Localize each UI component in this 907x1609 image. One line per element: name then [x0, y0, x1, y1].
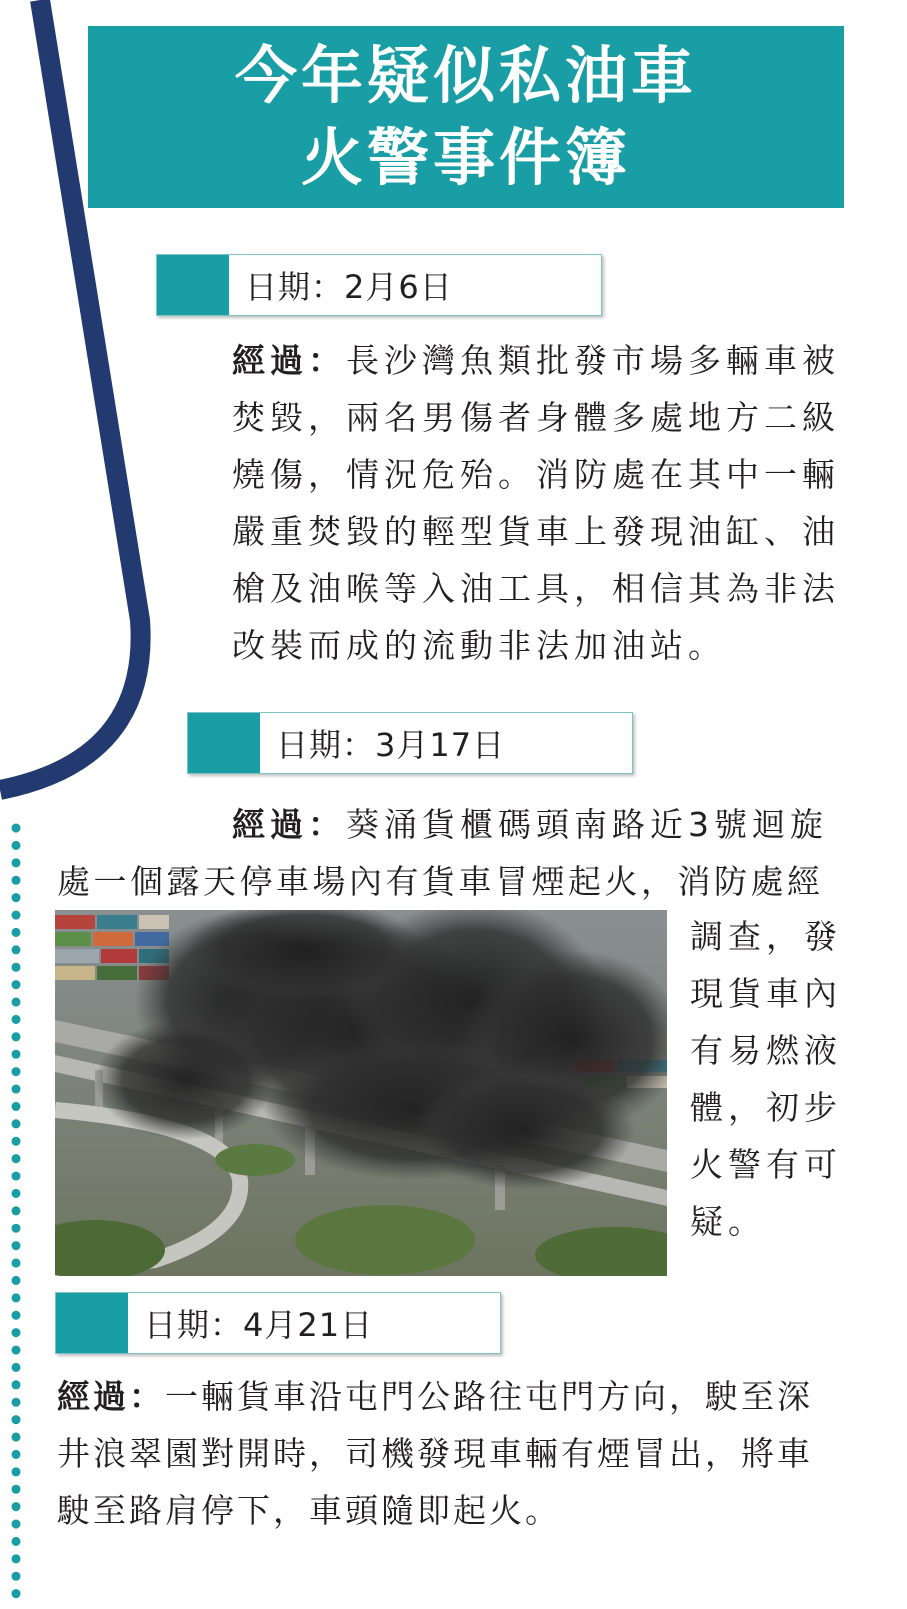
- text-line: 葵涌貨櫃碼頭南路近3號迴旋: [346, 805, 828, 844]
- text-line: 焚毀，兩名男傷者身體多處地方二級: [232, 398, 840, 437]
- date-tag-square: [188, 713, 260, 773]
- page-title: [88, 26, 844, 208]
- text-line: 駛至路肩停下，車頭隨即起火。: [57, 1491, 561, 1530]
- text-line: 疑。: [690, 1202, 766, 1241]
- date-tag-1: [156, 254, 602, 316]
- text-line: 改裝而成的流動非法加油站。: [232, 626, 726, 665]
- text-line: 槍及油喉等入油工具，相信其為非法: [232, 569, 840, 608]
- text-line: 井浪翠園對開時，司機發現車輛有煙冒出，將車: [57, 1434, 813, 1473]
- incident-heading: 經過：: [232, 805, 346, 844]
- text-line: 嚴重焚毀的輕型貨車上發現油缸、油: [232, 512, 840, 551]
- fire-photo-illustration: [55, 910, 667, 1276]
- text-line: 現貨車內: [690, 974, 842, 1013]
- text-line: 調查，發: [690, 917, 842, 956]
- incident-1-text: [232, 332, 852, 674]
- date-tag-3: [55, 1292, 501, 1354]
- date-tag-square: [157, 255, 229, 315]
- text-line: 一輛貨車沿屯門公路往屯門方向，駛至深: [165, 1377, 813, 1416]
- incident-3-text: [57, 1368, 857, 1539]
- text-line: 燒傷，情況危殆。消防處在其中一輛: [232, 455, 840, 494]
- date-tag-2: [187, 712, 633, 774]
- text-line: 體，初步: [690, 1088, 842, 1127]
- incident-heading: 經過：: [57, 1377, 165, 1416]
- text-line: 長沙灣魚類批發市場多輛車被: [346, 341, 840, 380]
- date-label-3: 日期：4月21日: [144, 1306, 374, 1344]
- text-line: 有易燃液: [690, 1031, 842, 1070]
- incident-2-text-line-2: [57, 853, 857, 910]
- date-label-1: 日期：2月6日: [245, 268, 453, 306]
- date-tag-square: [56, 1293, 128, 1353]
- incident-2-text-line-1: [232, 796, 852, 853]
- incident-heading: 經過：: [232, 341, 346, 380]
- title-line-1: 今年疑似私油車: [234, 39, 697, 112]
- text-line: 火警有可: [690, 1145, 842, 1184]
- incident-2-side-text: [690, 908, 850, 1250]
- text-line: 處一個露天停車場內有貨車冒煙起火，消防處經: [57, 862, 824, 901]
- fire-photo: [55, 910, 667, 1276]
- title-line-2: 火警事件簿: [300, 121, 631, 194]
- date-label-2: 日期：3月17日: [276, 726, 506, 764]
